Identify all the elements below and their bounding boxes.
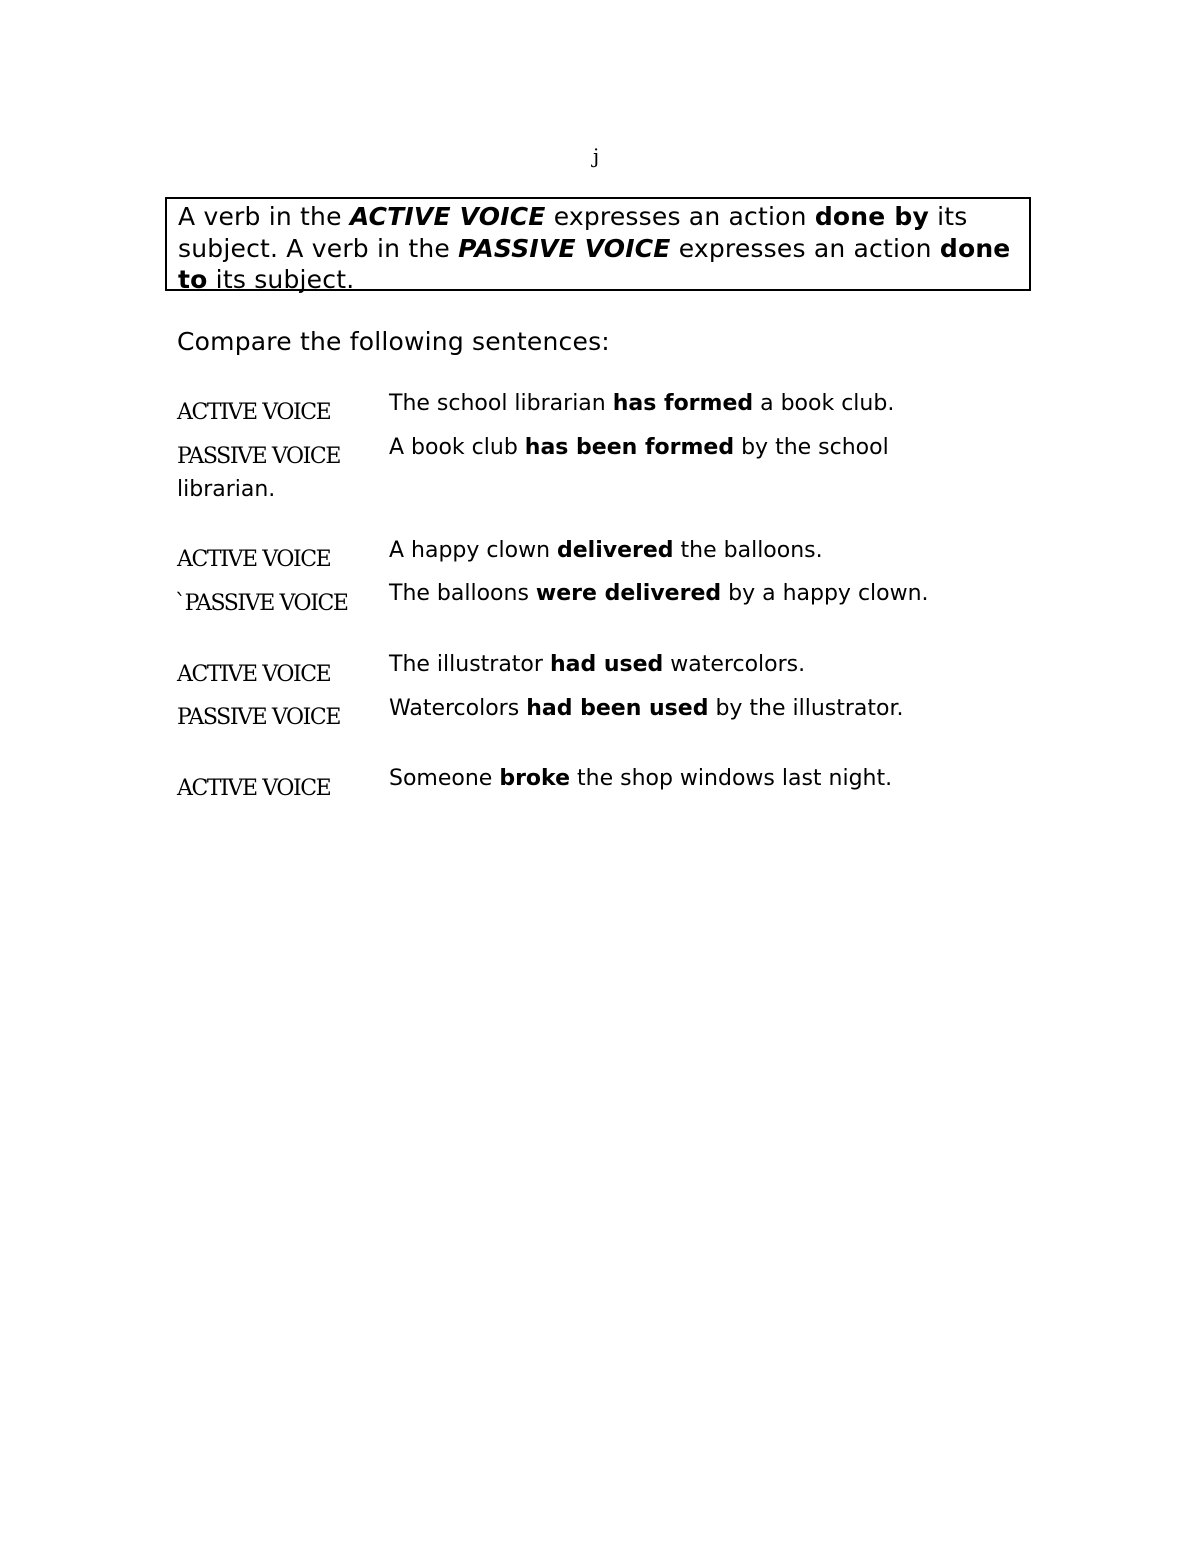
- sentence-text: by the school: [734, 435, 889, 460]
- sentence-text: The balloons: [389, 581, 536, 606]
- sentence-text: A book club: [389, 435, 525, 460]
- sentence-verb: has formed: [612, 391, 754, 416]
- sentence-text: The illustrator: [389, 652, 550, 677]
- sentence-text: the balloons.: [673, 538, 823, 563]
- example-label: PASSIVE VOICE: [177, 705, 340, 730]
- sentence-text: A happy clown: [389, 538, 558, 563]
- sentence-verb: had been used: [526, 696, 709, 721]
- definition-text: expresses an action: [670, 233, 940, 263]
- active-voice-term: ACTIVE VOICE: [349, 202, 546, 231]
- definition-text: expresses an action: [545, 202, 815, 231]
- definition-box: [165, 197, 1031, 294]
- example-sentence: [389, 434, 889, 462]
- sentence-verb: has been formed: [524, 435, 735, 460]
- done-to-term: done to: [178, 233, 1011, 294]
- sentence-continuation: librarian.: [177, 477, 276, 502]
- example-sentence: [389, 651, 805, 679]
- example-sentence: [389, 695, 904, 723]
- example-label: PASSIVE VOICE: [177, 444, 340, 469]
- sentence-text: a book club.: [753, 391, 895, 416]
- sentence-text: by the illustrator.: [708, 696, 904, 721]
- example-label: ACTIVE VOICE: [177, 776, 331, 801]
- definition-text: A verb in the: [178, 202, 350, 231]
- page-mark: j: [593, 144, 600, 168]
- example-sentence: [389, 765, 892, 793]
- sentence-verb: were delivered: [535, 581, 722, 606]
- sentence-text: watercolors.: [663, 652, 806, 677]
- sentence-text: by a happy clown.: [721, 581, 929, 606]
- passive-voice-term: PASSIVE VOICE: [458, 233, 671, 263]
- sentence-text: The school librarian: [389, 391, 613, 416]
- sentence-verb: broke: [499, 766, 571, 791]
- intro-text: Compare the following sentences:: [177, 327, 610, 356]
- definition-text: its subject. A verb in the: [178, 202, 968, 263]
- sentence-text: Someone: [389, 766, 500, 791]
- example-sentence: [389, 390, 894, 418]
- example-sentence: [389, 537, 823, 565]
- example-label: ACTIVE VOICE: [177, 662, 331, 687]
- example-sentence: [389, 580, 929, 608]
- sentence-verb: had used: [549, 652, 664, 677]
- sentence-verb: delivered: [557, 538, 674, 563]
- sentence-text: the shop windows last night.: [570, 766, 893, 791]
- definition-text: its subject.: [207, 265, 355, 294]
- example-label: ACTIVE VOICE: [177, 547, 331, 572]
- example-label: ACTIVE VOICE: [177, 400, 331, 425]
- example-label: `PASSIVE VOICE: [175, 591, 348, 616]
- sentence-text: Watercolors: [389, 696, 527, 721]
- done-by-term: done by: [814, 202, 929, 231]
